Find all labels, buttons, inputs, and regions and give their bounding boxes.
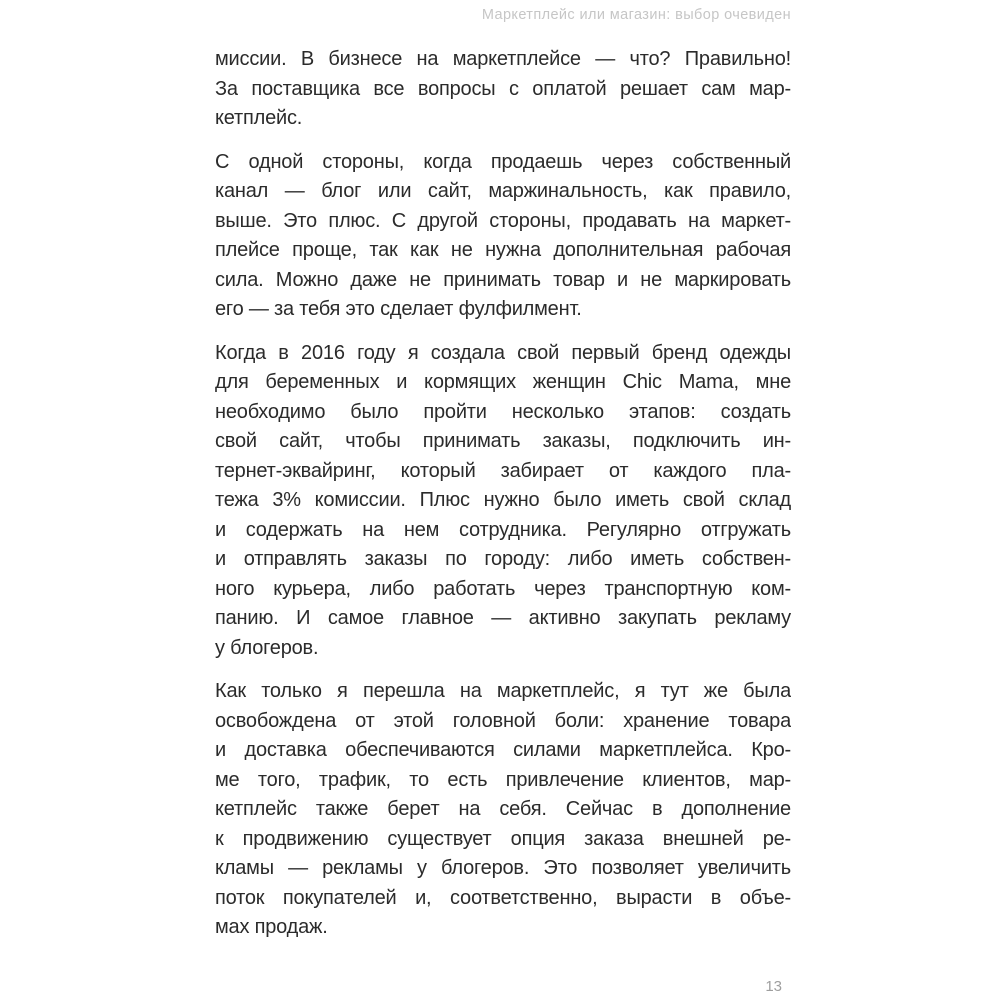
text-line: и содержать на нем сотрудника. Регулярно отгружать <box>215 518 791 541</box>
text-line: панию. И самое главное — активно закупать рекламу <box>215 607 791 629</box>
text-line: и доставка обеспечиваются силами маркетплейса. Кро- <box>215 739 791 761</box>
paragraph <box>215 677 791 943</box>
body-text <box>215 45 791 957</box>
text-line: у блогеров. <box>215 636 319 659</box>
text-line: кламы — рекламы у блогеров. Это позволяет увеличить <box>215 857 791 879</box>
text-line: тежа 3% комиссии. Плюс нужно было иметь свой склад <box>215 489 791 511</box>
text-line: С одной стороны, когда продаешь через собственный <box>215 150 791 173</box>
text-line: его — за тебя это сделает фулфилмент. <box>215 298 582 320</box>
text-line: ного курьера, либо работать через транспортную ком- <box>215 577 791 600</box>
text-line: ме того, трафик, то есть привлечение клиентов, мар- <box>215 768 791 791</box>
text-line: выше. Это плюс. С другой стороны, продавать на маркет- <box>215 209 791 232</box>
text-line: поток покупателей и, соответственно, вырасти в объе- <box>215 886 791 909</box>
text-line: канал — блог или сайт, маржинальность, как правило, <box>215 180 791 202</box>
text-line: Когда в 2016 году я создала свой первый бренд одежды <box>215 341 791 364</box>
text-line: сила. Можно даже не принимать товар и не маркировать <box>215 268 791 291</box>
text-line: мах продаж. <box>215 916 328 938</box>
page-number: 13 <box>765 978 782 995</box>
text-line: к продвижению существует опция заказа внешней ре- <box>215 827 791 850</box>
paragraph <box>215 339 791 664</box>
text-line: и отправлять заказы по городу: либо иметь собствен- <box>215 548 791 570</box>
paragraph <box>215 148 791 325</box>
text-line: За поставщика все вопросы с оплатой решает сам мар- <box>215 77 791 100</box>
text-line: кетплейс. <box>215 107 303 129</box>
running-header: Маркетплейс или магазин: выбор очевиден <box>481 7 791 23</box>
text-line: миссии. В бизнесе на маркетплейсе — что? Правильно! <box>215 48 791 70</box>
text-line: тернет-эквайринг, который забирает от каждого пла- <box>215 459 791 482</box>
text-line: освобождена от этой головной боли: хранение товара <box>215 709 791 732</box>
paragraph <box>215 45 791 134</box>
text-line: необходимо было пройти несколько этапов: создать <box>215 400 791 423</box>
text-line: свой сайт, чтобы принимать заказы, подключить ин- <box>215 430 791 452</box>
text-line: кетплейс также берет на себя. Сейчас в дополнение <box>215 798 791 820</box>
text-line: для беременных и кормящих женщин Chic Mama, мне <box>215 371 791 393</box>
text-line: Как только я перешла на маркетплейс, я тут же была <box>215 680 791 702</box>
text-line: плейсе проще, так как не нужна дополнительная рабочая <box>215 239 791 261</box>
